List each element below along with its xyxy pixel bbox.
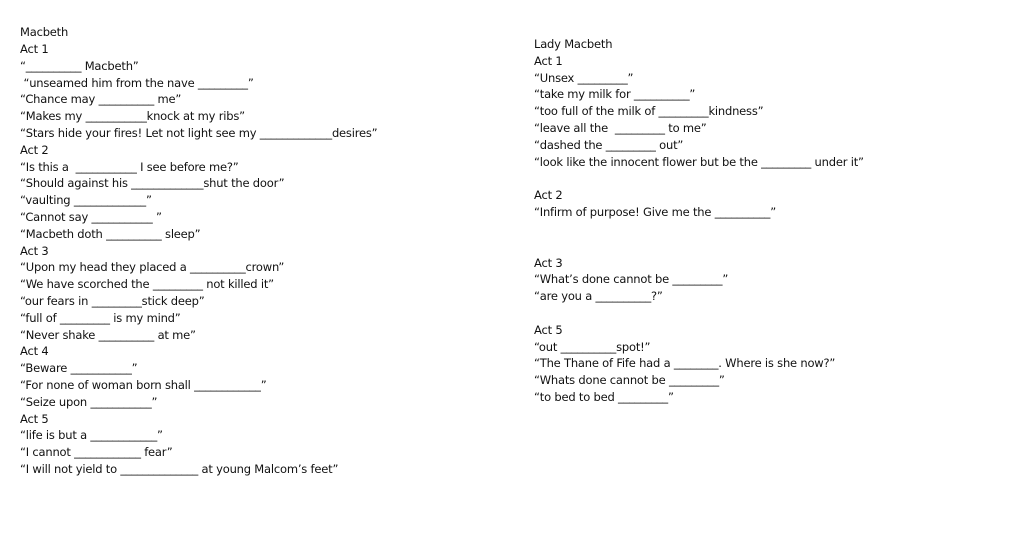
quote-line: “Makes my ___________knock at my ribs” <box>20 109 245 123</box>
quote-line: “leave all the _________ to me” <box>534 121 707 135</box>
act-heading: Act 3 <box>534 256 563 270</box>
column-heading: Lady Macbeth <box>534 37 613 51</box>
quote-line: “are you a __________?” <box>534 289 663 303</box>
quote-line: “Unsex _________” <box>534 71 634 85</box>
act-heading: Act 2 <box>534 188 563 202</box>
quote-line: “Cannot say ___________ ” <box>20 210 162 224</box>
quote-line: “dashed the _________ out” <box>534 138 684 152</box>
quote-line: “For none of woman born shall ____________” <box>20 378 267 392</box>
quote-line: “Macbeth doth __________ sleep” <box>20 227 201 241</box>
quote-line: “The Thane of Fife had a ________. Where is she now?” <box>534 356 836 370</box>
quote-line: “Infirm of purpose! Give me the __________” <box>534 205 776 219</box>
quote-line: “Should against his _____________shut the door” <box>20 176 285 190</box>
quote-line: “too full of the milk of _________kindness” <box>534 104 764 118</box>
quote-line: “vaulting _____________” <box>20 193 152 207</box>
act-heading: Act 1 <box>534 54 563 68</box>
act-heading: Act 4 <box>20 344 49 358</box>
quote-line: “Upon my head they placed a __________crown” <box>20 260 285 274</box>
quote-line: “take my milk for __________” <box>534 87 696 101</box>
quote-line: “I cannot ____________ fear” <box>20 445 173 459</box>
quote-line: “Seize upon ___________” <box>20 395 158 409</box>
act-heading: Act 5 <box>534 323 563 337</box>
quote-line: “__________ Macbeth” <box>20 59 139 73</box>
act-heading: Act 1 <box>20 42 49 56</box>
quote-line: “Never shake __________ at me” <box>20 328 196 342</box>
quote-line: “life is but a ____________” <box>20 428 163 442</box>
quote-line: “out __________spot!” <box>534 340 651 354</box>
quote-line: “Is this a ___________ I see before me?” <box>20 160 239 174</box>
quote-line: “What’s done cannot be _________” <box>534 272 729 286</box>
quote-line: “Whats done cannot be _________” <box>534 373 725 387</box>
quote-line: “I will not yield to ______________ at young Malcom’s feet” <box>20 462 339 476</box>
quote-line: “full of _________ is my mind” <box>20 311 181 325</box>
quote-line: “to bed to bed _________” <box>534 390 674 404</box>
act-heading: Act 3 <box>20 244 49 258</box>
quote-line: “We have scorched the _________ not killed it” <box>20 277 274 291</box>
quote-line: “Beware ___________” <box>20 361 138 375</box>
quote-line: “Stars hide your fires! Let not light see my _____________desires” <box>20 126 378 140</box>
quote-line: “Chance may __________ me” <box>20 92 182 106</box>
act-heading: Act 5 <box>20 412 49 426</box>
column-heading: Macbeth <box>20 25 69 39</box>
act-heading: Act 2 <box>20 143 49 157</box>
quote-line: “our fears in _________stick deep” <box>20 294 205 308</box>
quote-line: “look like the innocent flower but be the _________ under it” <box>534 155 864 169</box>
quote-line: “unseamed him from the nave _________” <box>20 76 254 90</box>
